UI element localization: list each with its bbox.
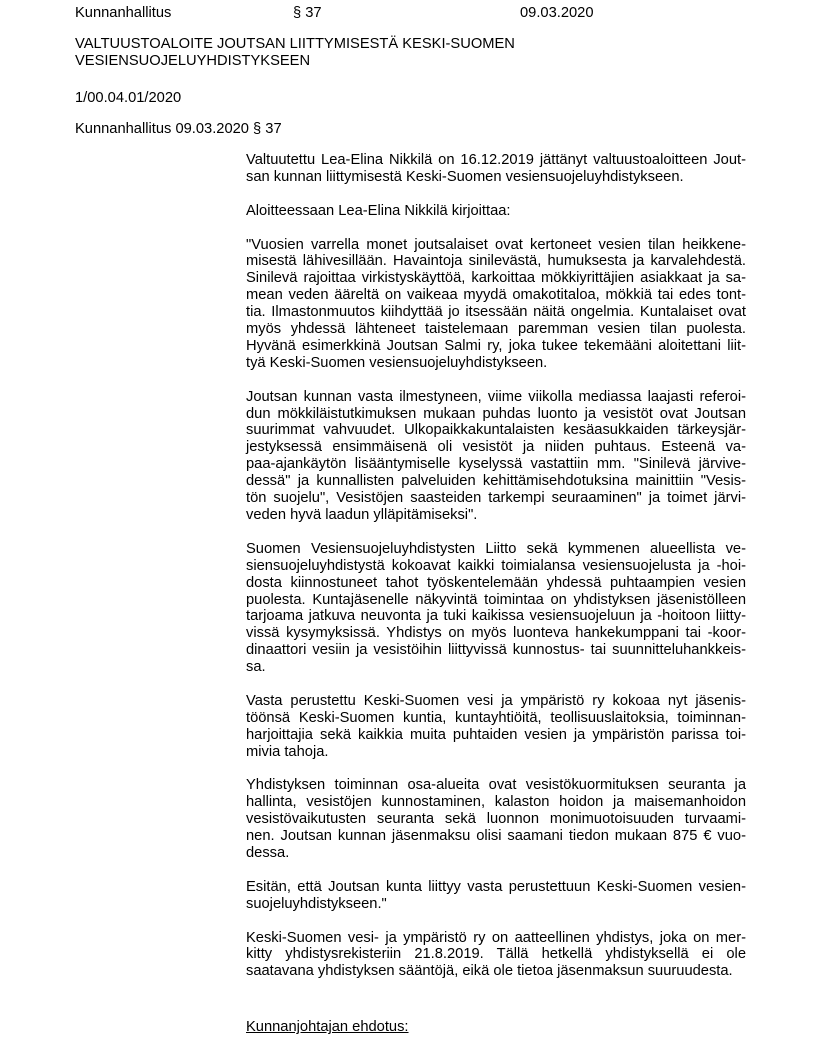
paragraph-line: dosta kiinnostuneet tahot työskentelemään yhdessä puhtaampien vesien — [246, 574, 746, 591]
paragraph — [246, 930, 746, 981]
paragraph-line: mivia tahoja. — [246, 743, 329, 760]
paragraph-line: hallinta, vesistöjen kunnostaminen, kalaston hoidon ja maisemanhoidon — [246, 794, 746, 811]
paragraph-line: Valtuutettu Lea-Elina Nikkilä on 16.12.2019 jättänyt valtuustoaloitteen Jout- — [246, 152, 746, 168]
paragraph — [246, 389, 746, 524]
document-body — [246, 152, 746, 1036]
paragraph-line: dessä" ja kunnallisten palveluiden kehittämisehdotuksina mainittiin "Vesis- — [246, 473, 746, 490]
paragraph-line: veden hyvä laadun ylläpitämiseksi". — [246, 506, 478, 523]
paragraph-line: harjoittajia sekä kaikkia muita puhtaiden vesien ja ympäristön parissa toi- — [246, 726, 746, 743]
paragraph-line: saatavana yhdistyksen sääntöjä, eikä ole tietoa jäsenmaksun suuruudesta. — [246, 963, 733, 980]
paragraph-line: suojeluyhdistykseen." — [246, 895, 387, 912]
paragraph — [246, 879, 746, 913]
paragraph-line: nen. Joutsan kunnan jäsenmaksu olisi saamani tiedon mukaan 875 € vuo- — [246, 828, 746, 845]
paragraph-line: myös yhdessä lähteneet taistelemaan paremman vesien tilan puolesta. — [246, 321, 746, 338]
paragraph-line: Vasta perustettu Keski-Suomen vesi ja ympäristö ry kokoaa nyt jäsenis- — [246, 692, 746, 709]
paragraph-line: kitty yhdistysrekisteriin 21.8.2019. Tällä hetkellä yhdistyksellä ei ole — [246, 946, 746, 963]
paragraph-line: tyä Keski-Suomen vesiensuojeluyhdistykseen. — [246, 354, 548, 371]
paragraph-line: Hyvänä esimerkkinä Joutsan Salmi ry, joka tukee tekemääni aloitettani liit- — [246, 337, 746, 354]
paragraph-line: sa. — [246, 659, 266, 676]
paragraph — [246, 777, 746, 862]
paragraph-line: tarjoama jatkuva neuvonta ja tuki kaikissa vesiensuojeluun ja -hoitoon liitty- — [246, 608, 746, 625]
header-section-mark: § 37 — [293, 5, 322, 21]
paragraph-line: tia. Ilmastonmuutos kiihdyttää jo itsessään näitä ongelmia. Kuntalaiset ovat — [246, 304, 746, 321]
paragraph-line: "Vuosien varrella monet joutsalaiset ovat kertoneet vesien tilan heikkene- — [246, 236, 746, 253]
paragraph-line: Suomen Vesiensuojeluyhdistysten Liitto sekä kymmenen alueellista ve- — [246, 540, 746, 557]
proposal-heading: Kunnanjohtajan ehdotus: — [246, 1019, 409, 1036]
paragraph — [246, 237, 746, 372]
paragraph-line: Joutsan kunnan vasta ilmestyneen, viime viikolla mediassa laajasti referoi- — [246, 388, 746, 405]
paragraph-line: siensuojeluyhdistystä kokoavat kaikki toimialansa vesiensuojelusta ja -hoi- — [246, 557, 746, 574]
paragraph-line: jestyksessä ensimmäisenä oli vesistöt ja niiden puhtaus. Esteenä va- — [246, 439, 746, 456]
paragraph-line: san kunnan liittymisestä Keski-Suomen vesiensuojeluyhdistykseen. — [246, 168, 684, 185]
paragraph-line: mean veden ääreltä on vaikeaa myydä omakotitaloa, mökkiä tai edes tont- — [246, 287, 746, 304]
document-title: VALTUUSTOALOITE JOUTSAN LIITTYMISESTÄ KESKI-SUOMEN VESIENSUOJELUYHDISTYKSEEN — [75, 36, 515, 69]
paragraph-line: paa-ajankäytön lisääntymiselle kyselyssä vastattiin mm. "Sinilevä järvive- — [246, 456, 746, 473]
paragraph-line: tön suojelu", Vesistöjen saasteiden tarkempi seuraaminen" ja toimet järvi- — [246, 490, 746, 507]
meeting-subheading: Kunnanhallitus 09.03.2020 § 37 — [75, 121, 282, 137]
paragraph-line: Aloitteessaan Lea-Elina Nikkilä kirjoittaa: — [246, 202, 511, 219]
paragraph-line: vissä kysymyksissä. Yhdistys on myös luonteva hankekumppani tai -koor- — [246, 625, 746, 642]
header-organization: Kunnanhallitus — [75, 5, 172, 21]
paragraph-line: dun mökkiläistutkimuksen mukaan puhdas luonto ja vesistöt ovat Joutsan — [246, 405, 746, 422]
paragraph-line: Yhdistyksen toiminnan osa-alueita ovat vesistökuormituksen seuranta ja — [246, 777, 746, 794]
paragraph — [246, 152, 746, 186]
paragraph-line: Sinilevä rajoittaa virkistyskäyttöä, karkoittaa mökkiyrittäjien asiakkaat ja sa- — [246, 270, 746, 287]
paragraph-line: Keski-Suomen vesi- ja ympäristö ry on aatteellinen yhdistys, joka on mer- — [246, 929, 746, 946]
paragraph-line: Esitän, että Joutsan kunta liittyy vasta perustettuun Keski-Suomen vesien- — [246, 878, 746, 895]
paragraph — [246, 693, 746, 761]
paragraph — [246, 541, 746, 676]
paragraph-line: puolesta. Kuntajäsenelle näkyvintä toimintaa on yhdistyksen jäsenistölleen — [246, 591, 746, 608]
paragraph — [246, 203, 746, 220]
case-number: 1/00.04.01/2020 — [75, 90, 182, 106]
paragraph-line: suurimmat vahvuudet. Ulkopaikkakuntalaisten kesäasukkaiden tärkeysjär- — [246, 422, 746, 439]
paragraph-line: dessa. — [246, 845, 290, 862]
paragraph-line: vesistövaikutusten seuranta sekä luonnon monimuotoisuuden turvaami- — [246, 811, 746, 828]
paragraph-line: dinaattori vesiin ja vesistöihin liittyvissä kunnostus- tai suunnitteluhankkeis- — [246, 642, 746, 659]
paragraph-line: töönsä Keski-Suomen kuntia, kuntayhtiöitä, teollisuuslaitoksia, toiminnan- — [246, 709, 746, 726]
header-date: 09.03.2020 — [520, 5, 594, 21]
paragraph-line: misestä lähivesillään. Havaintoja sinilevästä, humuksesta ja karvalehdestä. — [246, 253, 746, 270]
